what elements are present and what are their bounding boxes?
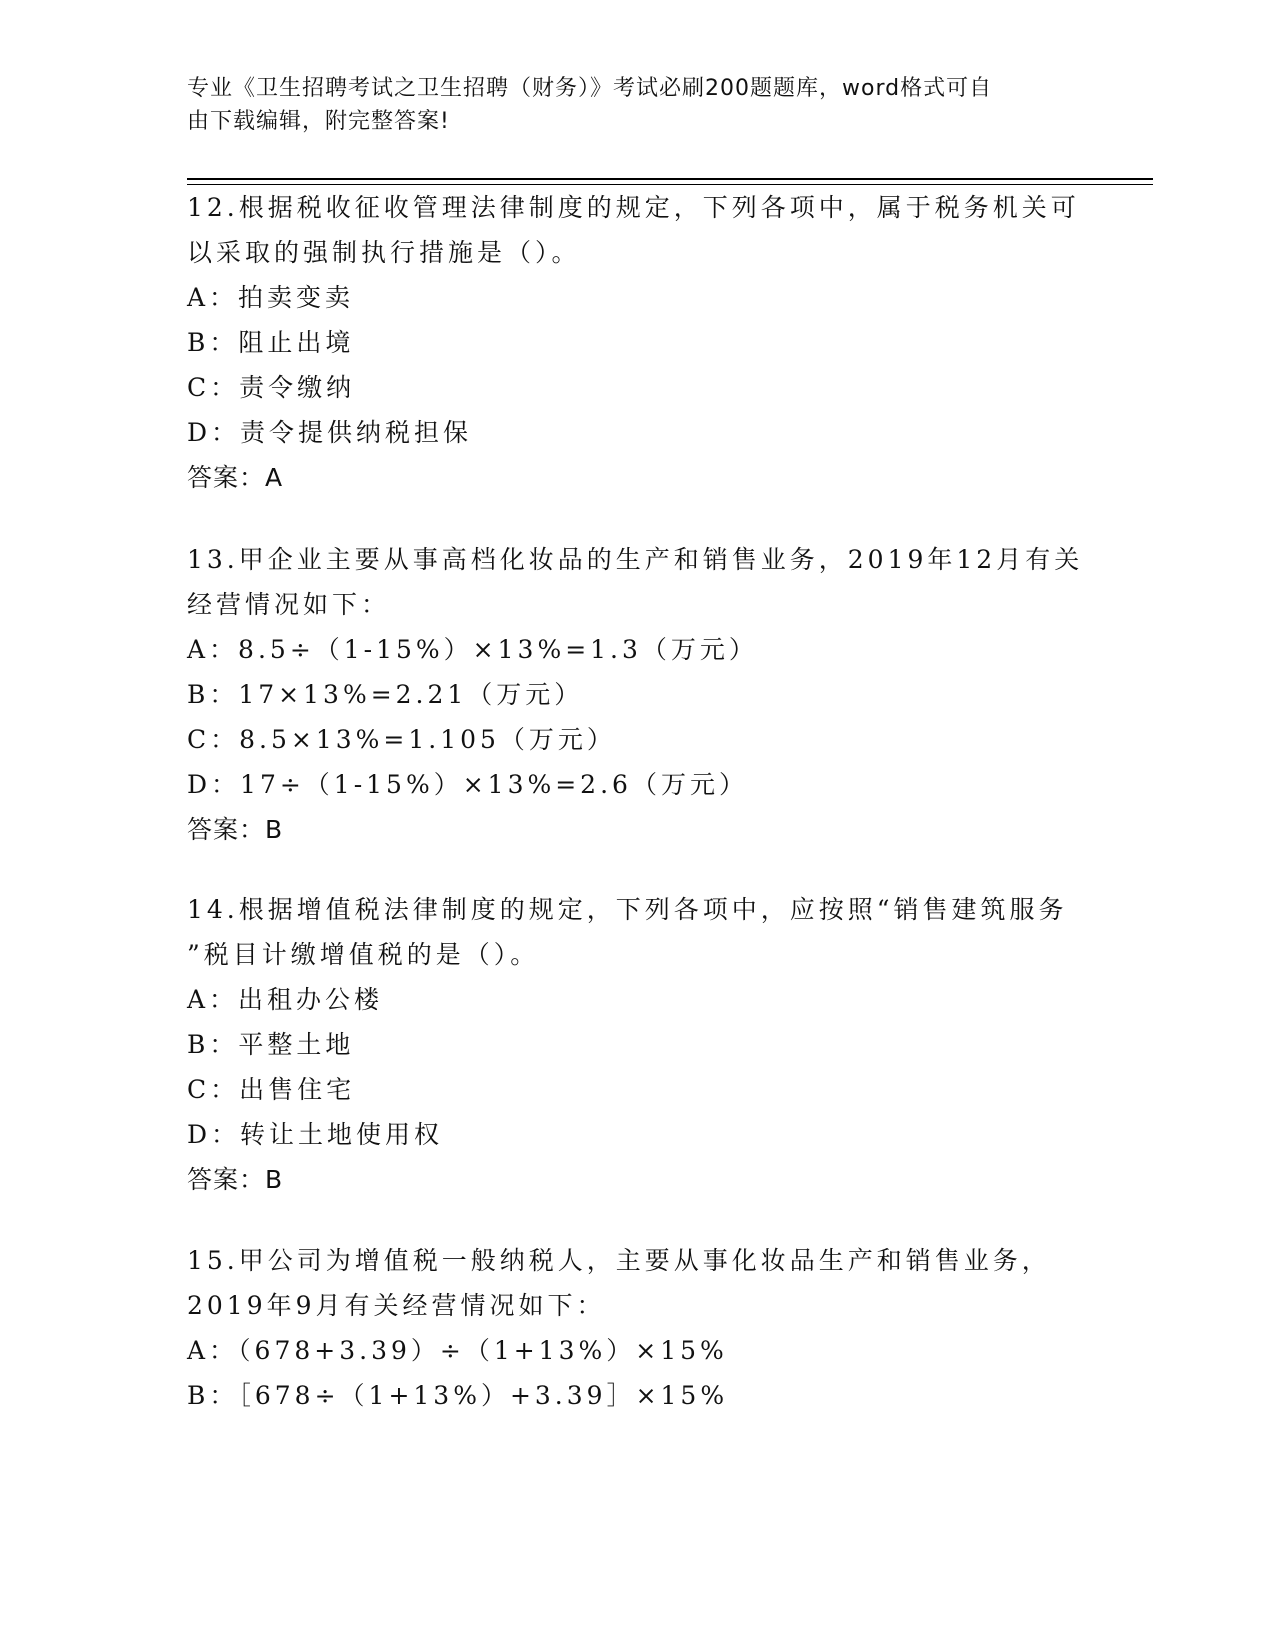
option-c: C：8.5×13%=1.105（万元）	[187, 725, 616, 754]
question-15	[187, 1238, 1087, 1418]
header-divider-thick	[187, 178, 1153, 180]
question-text-line-2: ”税目计缴增值税的是（）。	[187, 940, 540, 969]
question-text	[187, 537, 1087, 627]
header-line-1: 专业《卫生招聘考试之卫生招聘（财务）》考试必刷200题题库，word格式可自	[187, 76, 993, 101]
option-a: A：出租办公楼	[187, 985, 384, 1014]
option-d: D：责令提供纳税担保	[187, 418, 473, 447]
option-c: C：责令缴纳	[187, 373, 356, 402]
question-text	[187, 1238, 1087, 1328]
question-text-line-1: 14.根据增值税法律制度的规定，下列各项中，应按照“销售建筑服务	[187, 895, 1068, 924]
option-d: D：转让土地使用权	[187, 1120, 444, 1149]
option-c: C：出售住宅	[187, 1075, 356, 1104]
question-13	[187, 537, 1087, 852]
option-a: A：（678+3.39）÷（1+13%）×15%	[187, 1336, 728, 1365]
question-text-line-1: 13.甲企业主要从事高档化妆品的生产和销售业务，2019年12月有关	[187, 545, 1084, 574]
answer: 答案：B	[187, 1165, 284, 1194]
answer: 答案：B	[187, 815, 284, 844]
option-b: B：阻止出境	[187, 328, 355, 357]
option-b: B：［678÷（1+13%）+3.39］×15%	[187, 1381, 729, 1410]
question-text	[187, 185, 1087, 275]
question-text-line-2: 2019年9月有关经营情况如下：	[187, 1291, 606, 1320]
question-text-line-1: 12.根据税收征收管理法律制度的规定，下列各项中，属于税务机关可	[187, 193, 1080, 222]
answer: 答案：A	[187, 463, 284, 492]
option-a: A：拍卖变卖	[187, 283, 355, 312]
question-text-line-2: 经营情况如下：	[187, 590, 391, 619]
question-12	[187, 185, 1087, 500]
question-text-line-1: 15.甲公司为增值税一般纳税人，主要从事化妆品生产和销售业务，	[187, 1246, 1051, 1275]
option-d: D：17÷（1-15%）×13%=2.6（万元）	[187, 770, 748, 799]
header-line-2: 由下载编辑，附完整答案!	[187, 109, 450, 134]
option-b: B：平整土地	[187, 1030, 355, 1059]
document-header	[187, 72, 1067, 138]
question-14	[187, 887, 1087, 1202]
question-text-line-2: 以采取的强制执行措施是（）。	[187, 238, 581, 267]
question-text	[187, 887, 1087, 977]
option-b: B：17×13%=2.21（万元）	[187, 680, 584, 709]
option-a: A：8.5÷（1-15%）×13%=1.3（万元）	[187, 635, 758, 664]
